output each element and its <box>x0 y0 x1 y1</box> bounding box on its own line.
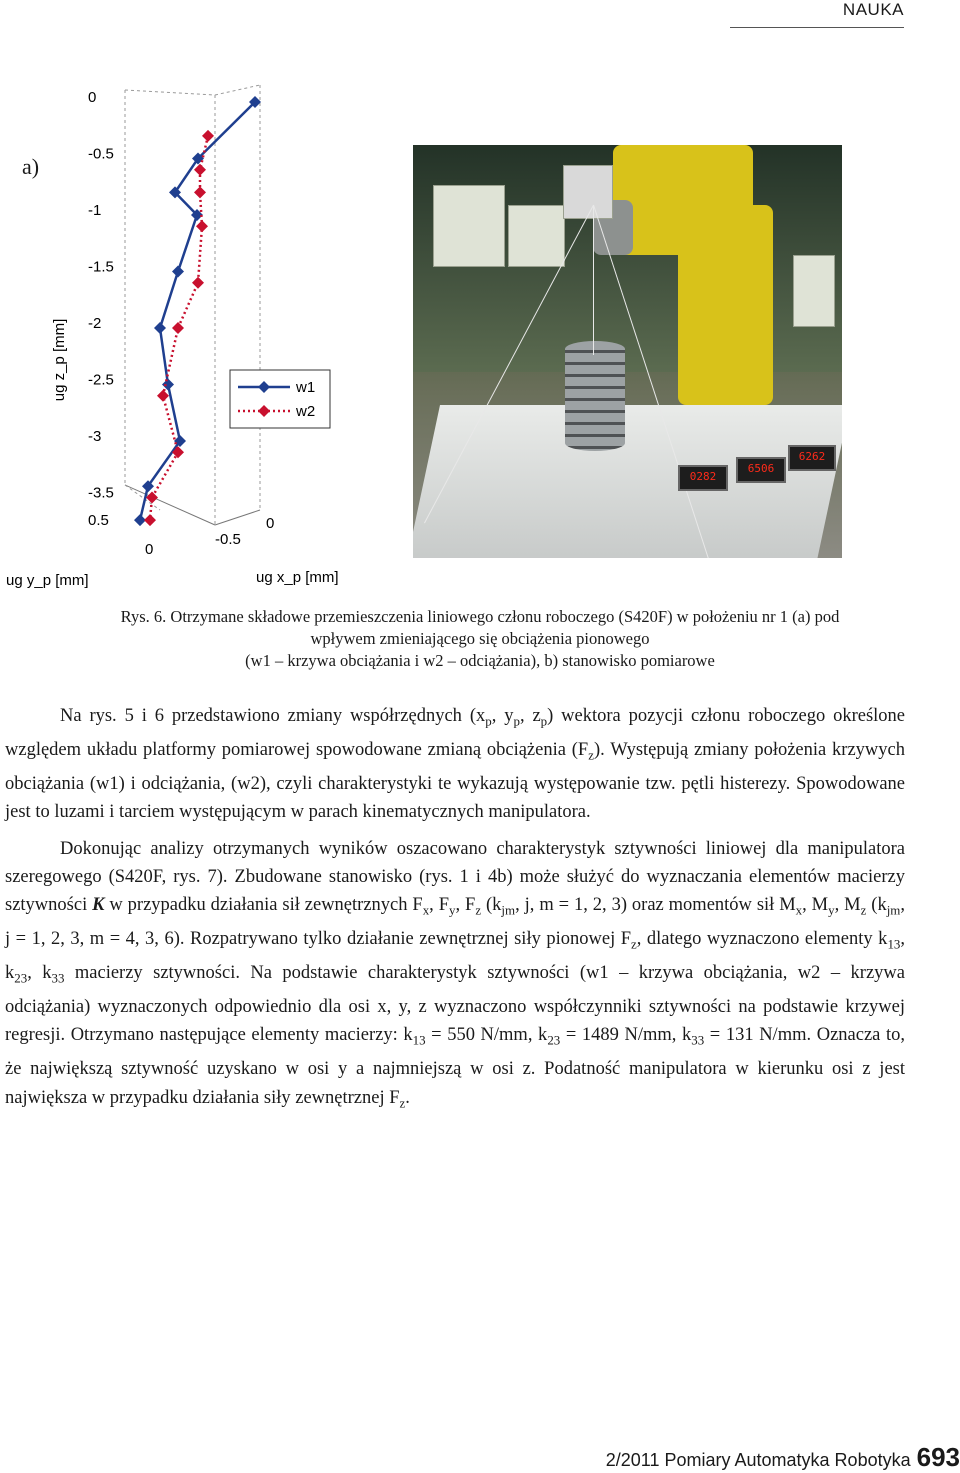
text-run: ) wektora pozycji członu roboczego określone względem układu platformy pomiarowej spowodowane zmianą obciążenia (F <box>5 706 906 760</box>
y-tick-0: 0.5 <box>88 512 109 529</box>
text-run: x <box>422 902 430 918</box>
readout-display-3: 6262 <box>788 445 836 471</box>
text-run: z <box>588 747 594 763</box>
text-run: 13 <box>412 1033 426 1049</box>
text-run: p <box>485 713 492 729</box>
figure-6 <box>0 70 960 600</box>
header-rule <box>730 27 904 28</box>
displacement-3d-plot <box>0 70 400 600</box>
text-run: , z <box>519 706 541 726</box>
text-run: , M <box>802 895 829 916</box>
z-tick-label: -0.5 <box>88 145 114 163</box>
series-layer <box>134 96 261 526</box>
z-tick-label: 0 <box>88 89 97 106</box>
text-run: Dokonując analizy otrzymanych wyników oszacowano charakterystyk sztywności liniowej dla manipulatora szeregowego (S420F, rys. 7). Zbudowane stanowisko (rys. 1 i 4b) może służyć do wyznaczania elementów macierzy sztywności <box>5 838 905 916</box>
figure-caption: Rys. 6. Otrzymane składowe przemieszczenia liniowego członu roboczego (S420F) w położeniu nr 1 (a) pod wpływem zmieniającego się obciążenia pionowego (w1 – krzywa obciążania i w2 – odciążania), b) stanowisko pomiarowe <box>120 607 840 670</box>
text-run: y <box>449 902 456 918</box>
data-point-w2 <box>144 514 156 526</box>
data-point-w2 <box>192 277 204 289</box>
text-run: , F <box>429 895 450 916</box>
data-point-w2 <box>194 164 206 176</box>
z-tick-label: -1 <box>88 202 102 219</box>
text-run: macierzy sztywności. Na podstawie charakterystyk sztywności (w1 – krzywa obciążania, w2 – krzywa odciążania) wyznaczonych odpowiednio dla osi x, y, z wyznaczono współczynniki sztywności na podstawie krzywej regresji. Otrzymano następujące elementy macierzy: k <box>5 963 906 1046</box>
panel-label-a: a) <box>22 154 40 179</box>
legend-w1-label: w1 <box>296 379 316 396</box>
y-axis-label: ug y_p [mm] <box>6 572 89 589</box>
z-axis-label: ug z_p [mm] <box>51 318 68 402</box>
text-run: Na rys. 5 i 6 przedstawiono zmiany współrzędnych (x <box>60 706 486 726</box>
data-point-w1 <box>172 266 184 278</box>
page-footer <box>606 1442 960 1473</box>
x-tick-0: -0.5 <box>215 531 241 548</box>
text-run: , k <box>27 963 52 984</box>
text-run: (k <box>481 895 502 916</box>
text-run: w przypadku działania sił zewnętrznych F <box>104 895 423 916</box>
journal-name: 2/2011 Pomiary Automatyka Robotyka <box>605 1450 911 1470</box>
text-run: , F <box>455 895 476 916</box>
text-run: 23 <box>14 970 28 986</box>
text-run: = 1489 N/mm, k <box>560 1025 692 1046</box>
text-run: x <box>795 902 803 918</box>
text-run: 13 <box>887 936 901 952</box>
text-run: , j, m = 1, 2, 3) oraz momentów sił M <box>515 895 796 916</box>
text-run: . <box>405 1087 410 1108</box>
paragraph-1 <box>5 702 905 827</box>
text-run: 33 <box>691 1033 705 1049</box>
y-tick-1: 0 <box>145 541 154 558</box>
plot-box <box>125 85 260 525</box>
z-tick-label: -2.5 <box>88 371 114 389</box>
text-run: , M <box>834 895 861 916</box>
z-axis-ticks <box>88 89 114 502</box>
text-run: K <box>92 895 105 916</box>
data-point-w2 <box>196 220 208 232</box>
text-run: 33 <box>51 970 65 986</box>
text-run: 23 <box>547 1033 561 1049</box>
data-point-w1 <box>162 379 174 391</box>
readout-display-2: 6506 <box>736 457 786 483</box>
x-tick-1: 0 <box>266 515 275 532</box>
data-point-w1 <box>154 322 166 334</box>
page-number: 693 <box>916 1442 960 1472</box>
text-run: z <box>475 902 482 918</box>
paragraph-2 <box>5 835 905 1118</box>
section-tag: NAUKA <box>842 0 904 19</box>
text-run: z <box>399 1095 406 1111</box>
text-run: jm <box>886 902 901 918</box>
text-run: (k <box>866 895 887 916</box>
z-tick-label: -2 <box>88 315 102 332</box>
text-run: p <box>540 713 548 729</box>
text-run: ). Występują zmiany położenia krzywych obciążania (w1) i odciążania, (w2), czyli charakterystyki te wykazują występowanie tzw. pętli histerezy. Spowodowane jest to luzami i tarciem występującym w parach kinematycznych manipulatora. <box>5 739 906 823</box>
text-run: jm <box>501 902 516 918</box>
text-run: , k <box>5 929 905 984</box>
series-line-w1 <box>140 102 255 520</box>
text-run: p <box>513 713 520 729</box>
legend <box>230 370 330 428</box>
text-run: = 550 N/mm, k <box>425 1025 548 1046</box>
text-run: = 131 N/mm. Oznacza to, że największą sztywność uzyskano w osi y a najmniejszą w osi z. Podatność manipulatora w kierunku osi z jest największa w przypadku działania siły zewnętrznej F <box>5 1025 905 1108</box>
x-axis-label: ug x_p [mm] <box>256 569 339 586</box>
text-run: , dlatego wyznaczono elementy k <box>636 929 888 950</box>
weights-stack <box>565 341 625 451</box>
text-run: y <box>828 902 835 918</box>
data-point-w2 <box>172 322 184 334</box>
z-tick-label: -1.5 <box>88 258 114 276</box>
z-tick-label: -3 <box>88 428 102 445</box>
data-point-w2 <box>194 186 206 198</box>
article-body <box>5 702 905 1118</box>
z-tick-label: -3.5 <box>88 484 114 502</box>
readout-display-1: 0282 <box>678 465 728 491</box>
text-run: z <box>860 902 867 918</box>
measurement-stand-photo <box>413 145 842 558</box>
data-point-w2 <box>202 130 214 142</box>
text-run: z <box>631 936 637 952</box>
legend-w2-label: w2 <box>296 403 316 420</box>
text-run: , j = 1, 2, 3, m = 4, 3, 6). Rozpatrywano tylko działanie zewnętrznej siły pionowej F <box>5 895 905 950</box>
data-point-w2 <box>146 492 158 504</box>
data-point-w2 <box>157 390 169 402</box>
text-run: , y <box>491 706 514 726</box>
